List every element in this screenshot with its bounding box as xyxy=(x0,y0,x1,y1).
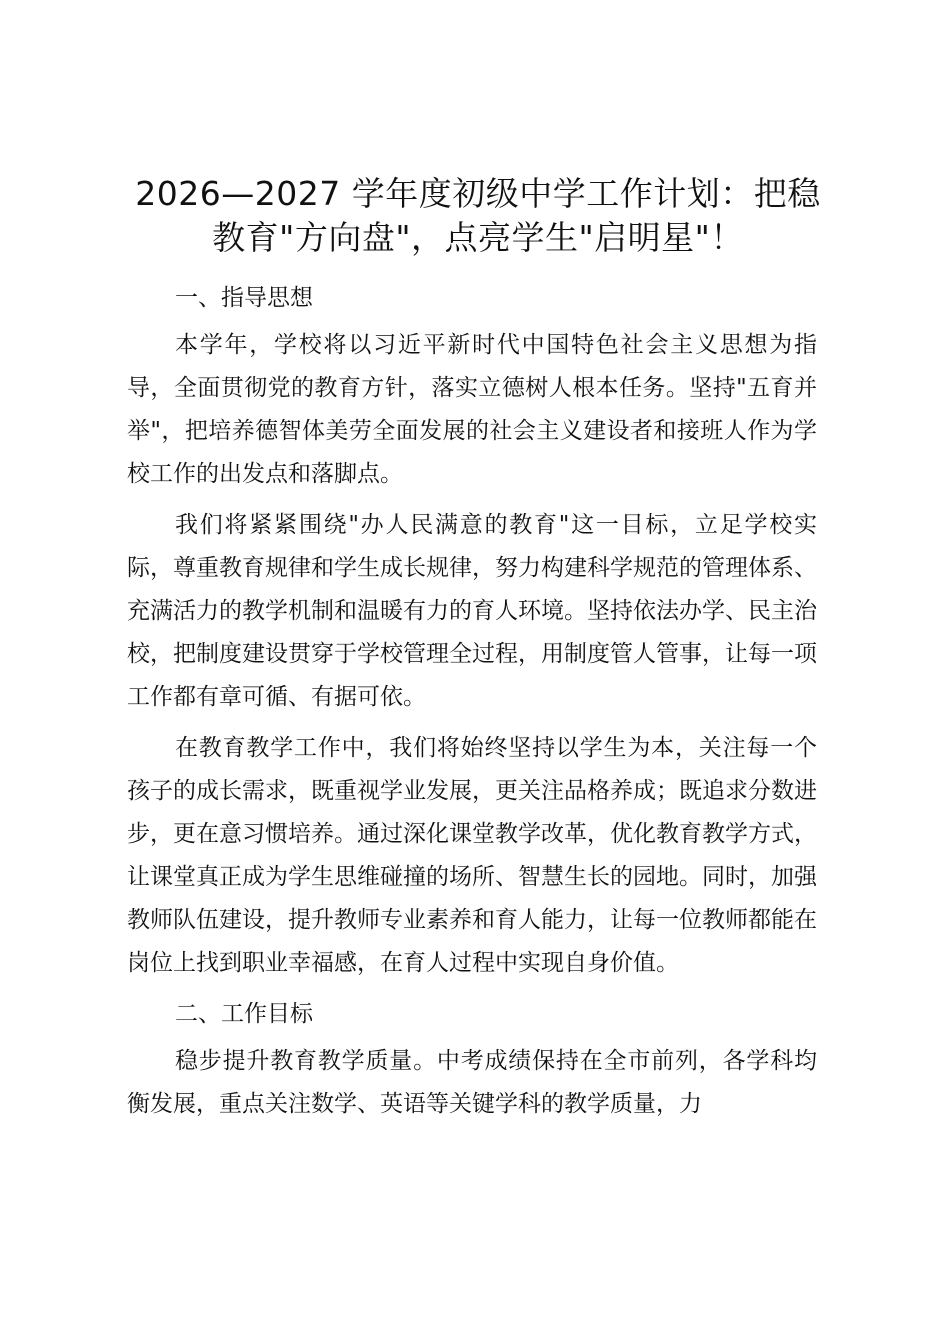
paragraph: 在教育教学工作中，我们将始终坚持以学生为本，关注每一个孩子的成长需求，既重视学业发展，更关注品格养成；既追求分数进步，更在意习惯培养。通过深化课堂教学改革，优化教育教学方式，让课堂真正成为学生思维碰撞的场所、智慧生长的园地。同时，加强教师队伍建设，提升教师专业素养和育人能力，让每一位教师都能在岗位上找到职业幸福感，在育人过程中实现自身价值。 xyxy=(127,735,817,976)
document-title: 2026—2027 学年度初级中学工作计划：把稳教育"方向盘"，点亮学生"启明星"！ xyxy=(135,174,821,257)
section-heading-work-goals: 二、工作目标 xyxy=(175,1001,313,1027)
paragraph: 本学年，学校将以习近平新时代中国特色社会主义思想为指导，全面贯彻党的教育方针，落实立德树人根本任务。坚持"五育并举"，把培养德智体美劳全面发展的社会主义建设者和接班人作为学校工作的出发点和落脚点。 xyxy=(127,332,817,487)
document-body xyxy=(127,277,817,1126)
paragraph: 稳步提升教育教学质量。中考成绩保持在全市前列，各学科均衡发展，重点关注数学、英语等关键学科的教学质量，力 xyxy=(127,1048,817,1117)
section-heading-guiding-ideology: 一、指导思想 xyxy=(175,285,313,311)
paragraph: 我们将紧紧围绕"办人民满意的教育"这一目标，立足学校实际，尊重教育规律和学生成长规律，努力构建科学规范的管理体系、充满活力的教学机制和温暖有力的育人环境。坚持依法办学、民主治校，把制度建设贯穿于学校管理全过程，用制度管人管事，让每一项工作都有章可循、有据可依。 xyxy=(127,512,817,710)
